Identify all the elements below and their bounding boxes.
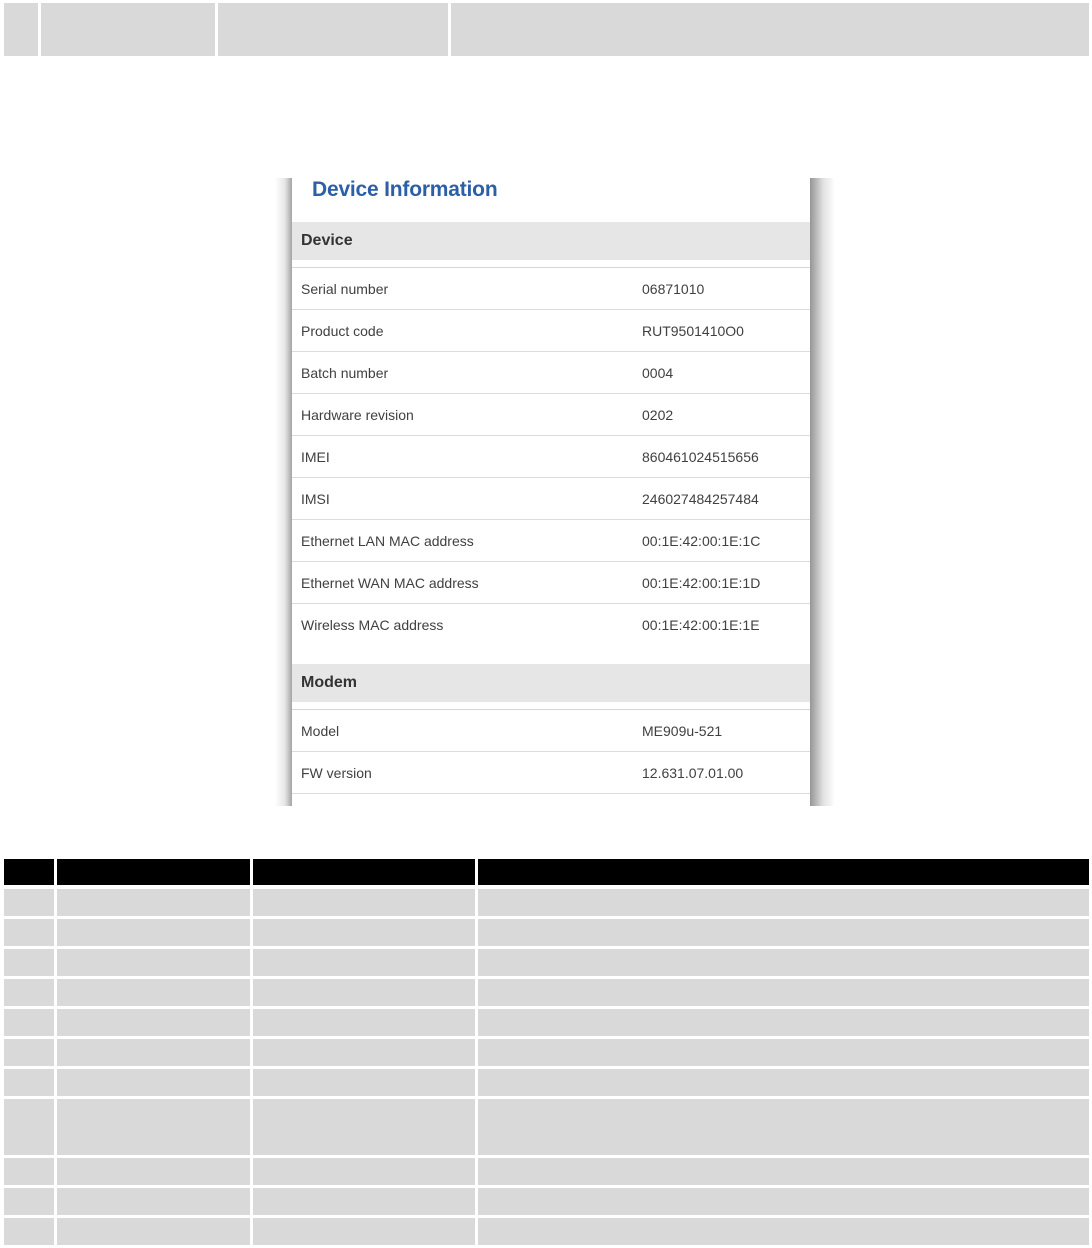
row-label: IMSI xyxy=(301,491,330,507)
row-label: IMEI xyxy=(301,449,330,465)
row-value: 00:1E:42:00:1E:1E xyxy=(642,617,760,633)
table-row xyxy=(4,1188,1089,1215)
table-header-cell xyxy=(478,859,1089,885)
info-row xyxy=(292,394,810,436)
row-value: 0202 xyxy=(642,407,674,423)
table-header-row xyxy=(4,859,1089,885)
row-label: Product code xyxy=(301,323,384,339)
table-row xyxy=(4,889,1089,916)
info-row xyxy=(292,710,810,752)
info-row xyxy=(292,436,810,478)
table-row xyxy=(4,1069,1089,1096)
row-label: Wireless MAC address xyxy=(301,617,444,633)
info-row xyxy=(292,478,810,520)
row-value: ME909u-521 xyxy=(642,723,723,739)
row-value: RUT9501410O0 xyxy=(642,323,744,339)
panel-shadow-left xyxy=(275,178,293,806)
info-row xyxy=(292,520,810,562)
row-value: 0004 xyxy=(642,365,674,381)
table-header-cell xyxy=(4,859,54,885)
table-header-cell xyxy=(253,859,475,885)
top-table-cell xyxy=(4,3,38,56)
row-value: 12.631.07.01.00 xyxy=(642,765,744,781)
info-row xyxy=(292,562,810,604)
table-row xyxy=(4,919,1089,946)
section-heading-modem: Modem xyxy=(292,664,810,702)
row-label: Batch number xyxy=(301,365,389,381)
row-value: 246027484257484 xyxy=(642,491,759,507)
bottom-table xyxy=(4,859,1089,1248)
row-label: Serial number xyxy=(301,281,389,297)
table-row xyxy=(4,1218,1089,1245)
info-row xyxy=(292,268,810,310)
table-row xyxy=(4,949,1089,976)
section-heading-device: Device xyxy=(292,222,810,260)
table-row xyxy=(4,1158,1089,1185)
top-table-cell xyxy=(41,3,215,56)
info-row xyxy=(292,752,810,794)
row-label: Ethernet WAN MAC address xyxy=(301,575,479,591)
panel-shadow-right xyxy=(809,178,835,806)
row-value: 00:1E:42:00:1E:1D xyxy=(642,575,761,591)
row-label: Hardware revision xyxy=(301,407,414,423)
row-label: Model xyxy=(301,723,340,739)
row-value: 06871010 xyxy=(642,281,705,297)
row-label: Ethernet LAN MAC address xyxy=(301,533,474,549)
top-table-cell xyxy=(218,3,448,56)
info-row xyxy=(292,310,810,352)
table-row xyxy=(4,1039,1089,1066)
device-information-panel xyxy=(292,178,810,806)
table-row xyxy=(4,1009,1089,1036)
row-value: 860461024515656 xyxy=(642,449,759,465)
row-label: FW version xyxy=(301,765,372,781)
row-value: 00:1E:42:00:1E:1C xyxy=(642,533,761,549)
top-table-strip xyxy=(4,3,1089,56)
page-title: Device Information xyxy=(312,178,498,201)
device-information-screenshot xyxy=(275,178,835,806)
info-row xyxy=(292,352,810,394)
table-row xyxy=(4,1099,1089,1155)
info-row xyxy=(292,604,810,645)
top-table-cell xyxy=(451,3,1089,56)
table-row xyxy=(4,979,1089,1006)
table-header-cell xyxy=(57,859,250,885)
